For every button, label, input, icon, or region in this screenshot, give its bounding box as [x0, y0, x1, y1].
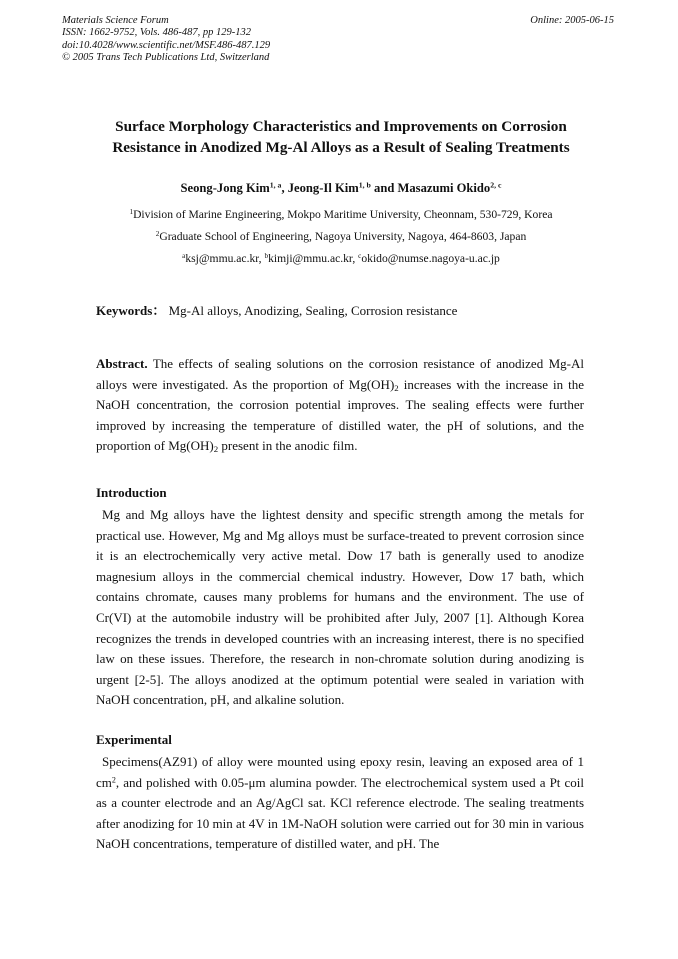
- affiliation-text: Graduate School of Engineering, Nagoya University, Nagoya, 464-8603, Japan: [159, 230, 527, 243]
- experimental-paragraph: [96, 752, 584, 855]
- author-name: Jeong-Il Kim: [287, 181, 359, 195]
- introduction-heading: Introduction: [96, 485, 167, 500]
- keywords: [96, 300, 457, 319]
- author-affiliation-mark: 2, c: [490, 180, 502, 190]
- abstract-text: increases with the increase in the NaOH concentration, the corrosion potential improves. The sealing effects were further improved by increasing the temperature of distilled water, the pH of solutions, and the proportion of Mg(OH): [96, 376, 584, 454]
- affiliation-1: [86, 208, 596, 221]
- abstract-text: The effects of sealing solutions on the corrosion resistance of anodized Mg-Al alloys were investigated. As the proportion of Mg(OH): [96, 356, 584, 392]
- journal-doi: doi:10.4028/www.scientific.net/MSF.486-487.129: [62, 39, 271, 51]
- affiliation-mark: 1: [129, 208, 134, 217]
- email-address: okido@numse.nagoya-u.ac.jp: [361, 252, 500, 265]
- journal-issn: ISSN: 1662-9752, Vols. 486-487, pp 129-132: [62, 27, 251, 39]
- email-mark: a: [182, 252, 186, 261]
- author-separator: ,: [281, 181, 288, 195]
- author-separator: and: [370, 181, 398, 195]
- journal-header: [62, 15, 270, 65]
- email-address: ksj@mmu.ac.kr,: [185, 252, 265, 265]
- affiliation-2: [86, 230, 596, 243]
- keywords-label: Keywords：: [96, 303, 166, 318]
- affiliation-text: Division of Marine Engineering, Mokpo Maritime University, Cheonnam, 530-729, Korea: [133, 208, 553, 221]
- author-list: [86, 181, 596, 196]
- introduction-paragraph: Mg and Mg alloys have the lightest density and specific strength among the metals for practical use. However, Mg and Mg alloys must be surface-treated to prevent corrosion since it is an electrochemically very active metal. Dow 17 bath is generally used to anodize magnesium alloys in the commercial chemical industry. However, Dow 17 bath, which contains chromate, causes many problems for humans and the environment. The use of Cr(VI) at the automobile industry will be prohibited after July, 2007 [1]. Although Korea recognizes the trends in developed countries with an increasing interest, there is no specified law on these issues. Therefore, the research in non-chromate solution during anodizing is urgent [2-5]. The alloys anodized at the optimum potential were sealed in variation with NaOH concentration, pH, and alkaline solution.: [96, 507, 584, 708]
- author-affiliation-mark: 1, a: [269, 180, 282, 190]
- author-emails: [86, 252, 596, 265]
- keywords-text: Mg-Al alloys, Anodizing, Sealing, Corrosion resistance: [165, 303, 458, 318]
- email-mark: c: [358, 252, 362, 261]
- title-line-1: Surface Morphology Characteristics and Improvements on Corrosion: [115, 118, 567, 135]
- experimental-text: , and polished with 0.05-μm alumina powder. The electrochemical system used a Pt coil as a counter electrode and an Ag/AgCl sat. KCl reference electrode. The sealing treatments after anodizing for 10 min at 4V in 1M-NaOH solution were carried out for 30 min in various NaOH concentrations, temperature of distilled water, and pH. The: [96, 774, 584, 852]
- online-date: Online: 2005-06-15: [530, 15, 614, 26]
- experimental-heading: Experimental: [96, 732, 172, 747]
- superscript: 2: [111, 775, 116, 785]
- subscript: 2: [213, 444, 219, 455]
- journal-name: Materials Science Forum: [62, 15, 169, 26]
- experimental-text: Specimens(AZ91) of alloy were mounted using epoxy resin, leaving an exposed area of 1 cm: [96, 754, 584, 790]
- abstract-text: present in the anodic film.: [218, 438, 358, 454]
- paper-title: [86, 116, 596, 158]
- title-line-2: Resistance in Anodized Mg-Al Alloys as a Result of Sealing Treatments: [112, 139, 570, 156]
- email-address: kimji@mmu.ac.kr,: [268, 252, 359, 265]
- author-name: Seong-Jong Kim: [180, 181, 270, 195]
- subscript: 2: [394, 382, 399, 393]
- abstract-label: Abstract.: [96, 356, 148, 371]
- email-mark: b: [264, 252, 269, 261]
- author-affiliation-mark: 1, b: [358, 180, 371, 190]
- abstract-paragraph: [96, 354, 584, 457]
- journal-copyright: © 2005 Trans Tech Publications Ltd, Switzerland: [62, 52, 270, 64]
- author-name: Masazumi Okido: [397, 181, 491, 195]
- affiliation-mark: 2: [155, 230, 160, 239]
